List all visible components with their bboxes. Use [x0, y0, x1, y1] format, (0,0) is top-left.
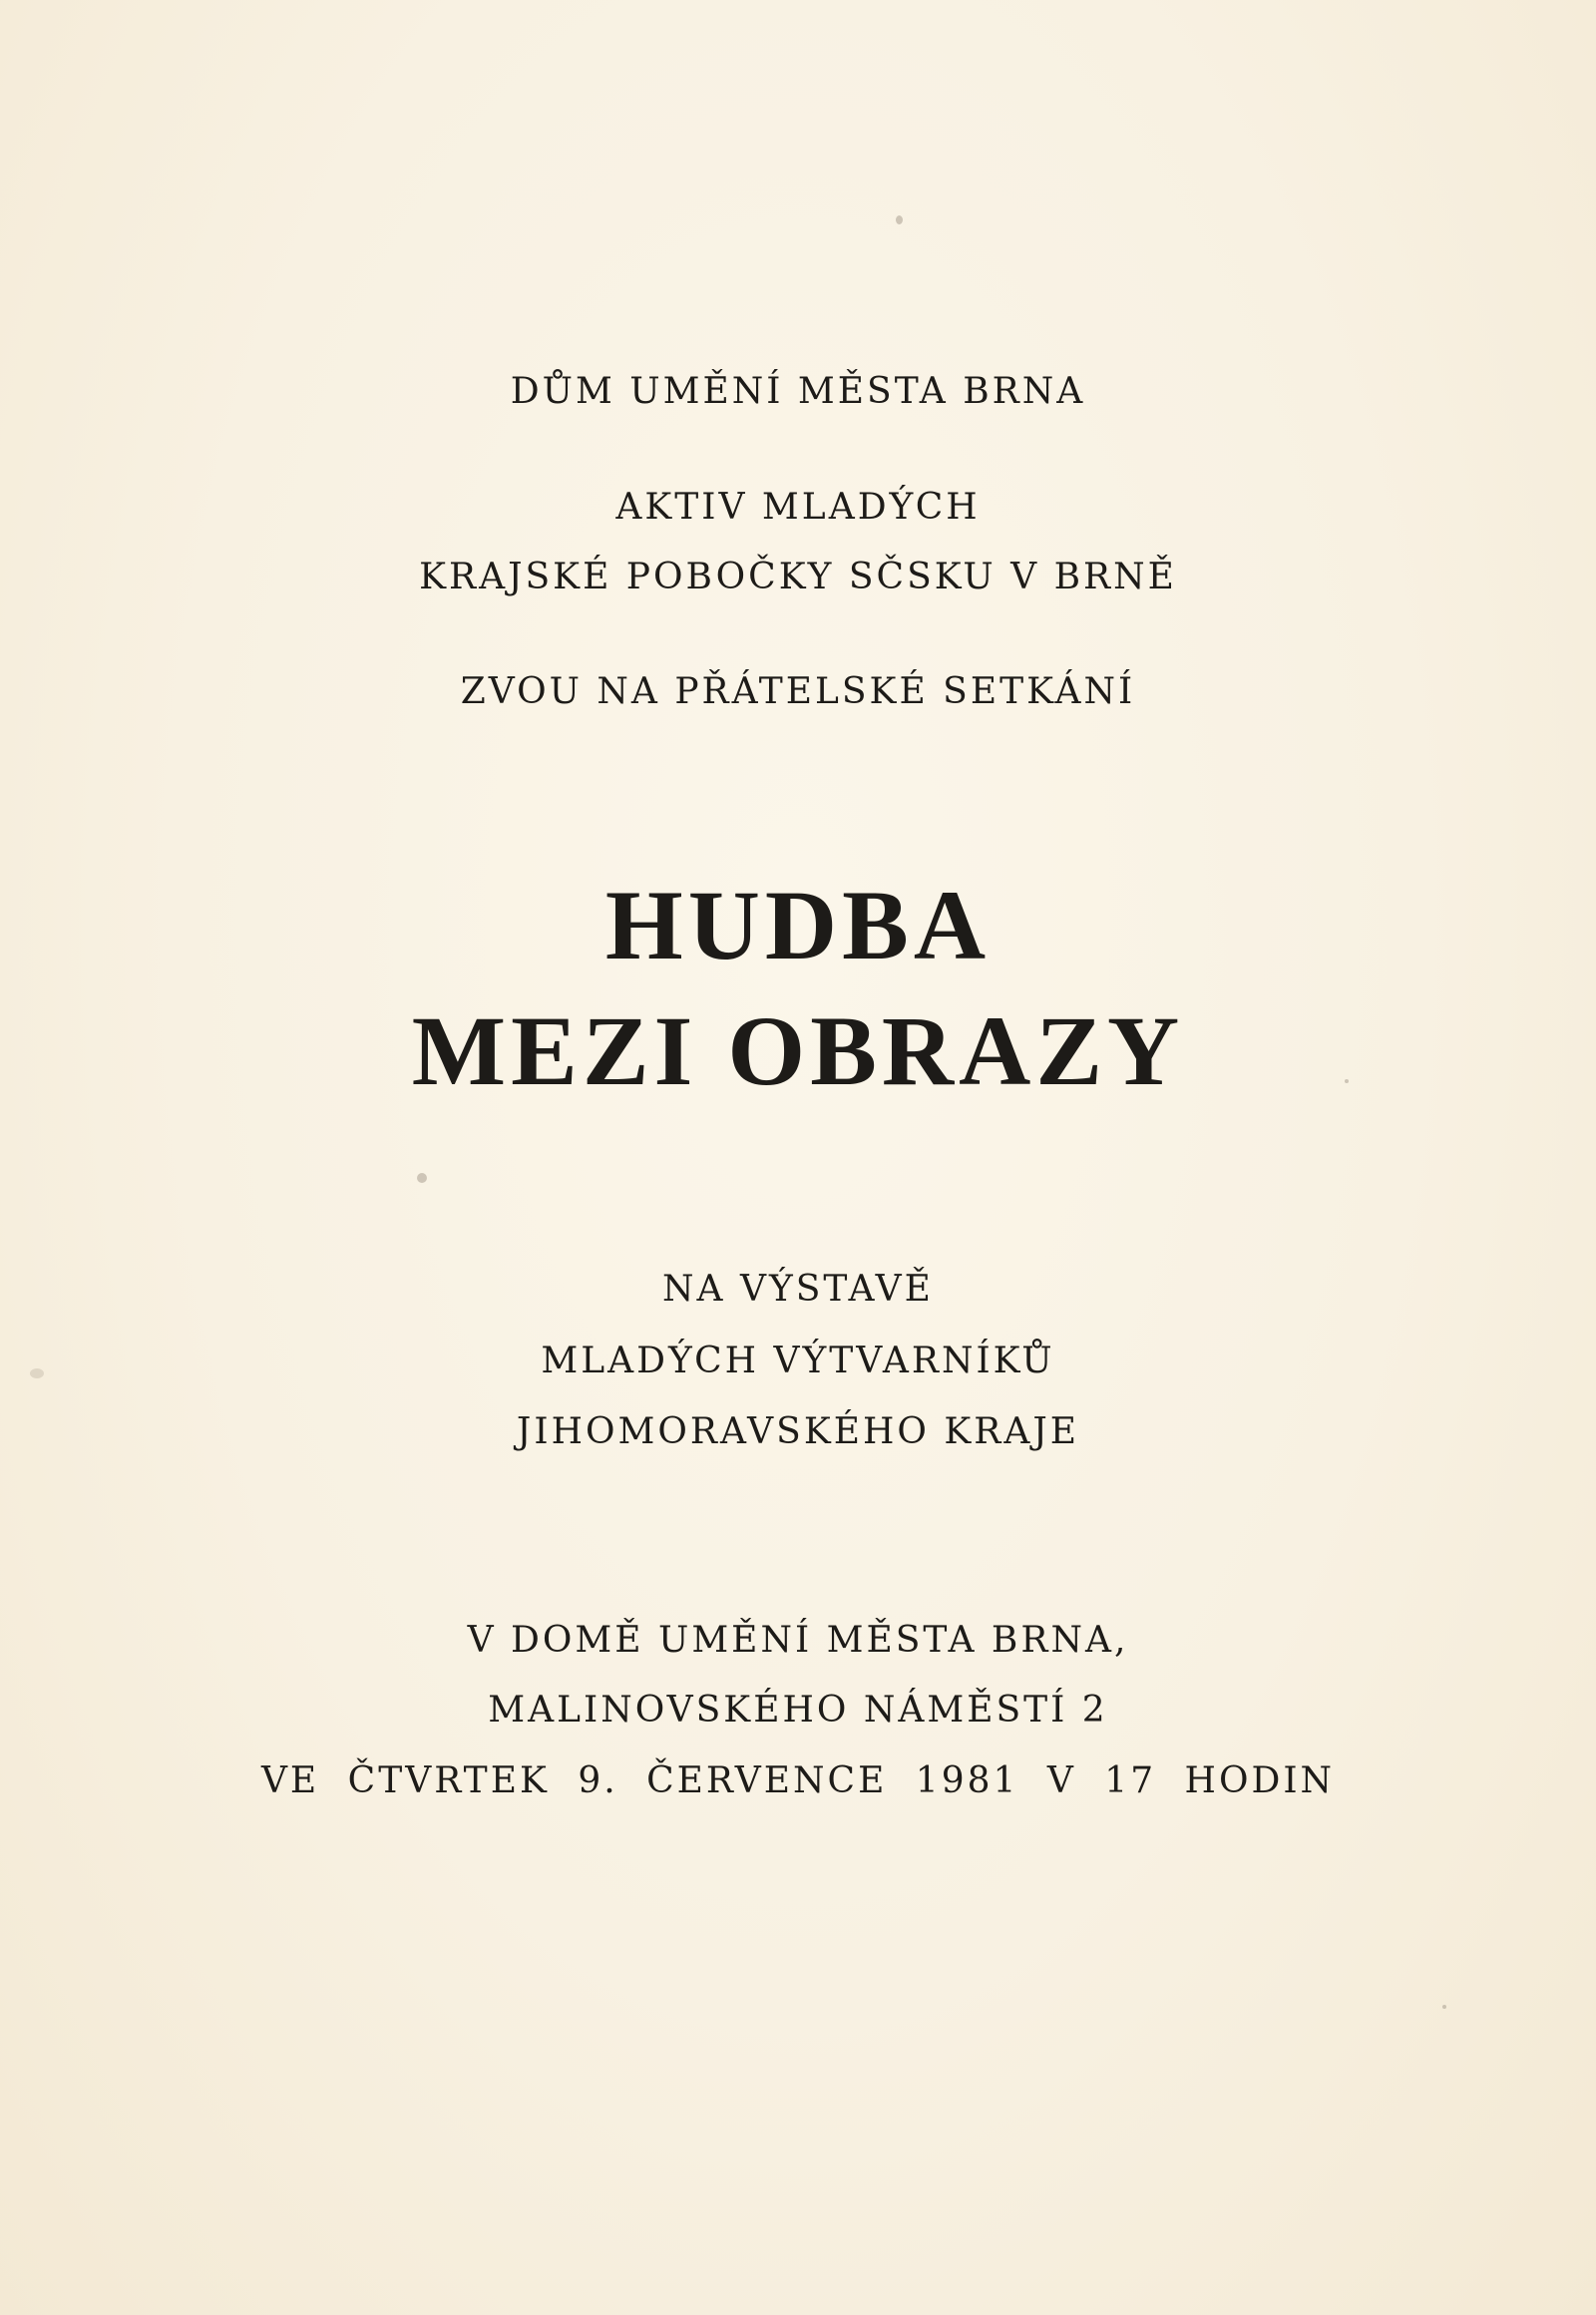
- title-line-1: HUDBA: [604, 870, 992, 980]
- paper-speck: [896, 215, 903, 224]
- exhibition-line-1: NA VÝSTAVĚ: [662, 1269, 934, 1310]
- aktiv-line-1: AKTIV MLADÝCH: [615, 487, 981, 528]
- paper-speck: [1442, 2005, 1446, 2009]
- date-time-line: VE ČTVRTEK 9. ČERVENCE 1981 V 17 HODIN: [260, 1760, 1336, 1801]
- title-line-2: MEZI OBRAZY: [411, 995, 1185, 1106]
- exhibition-line-3: JIHOMORAVSKÉHO KRAJE: [516, 1411, 1080, 1452]
- paper-speck: [30, 1368, 44, 1378]
- paper-speck: [1345, 1079, 1349, 1083]
- venue-line-2: MALINOVSKÉHO NÁMĚSTÍ 2: [488, 1690, 1108, 1731]
- venue-line-1: V DOMĚ UMĚNÍ MĚSTA BRNA,: [467, 1620, 1129, 1661]
- aktiv-line-2: KRAJSKÉ POBOČKY SČSKU V BRNĚ: [419, 557, 1177, 597]
- paper-speck: [417, 1173, 427, 1183]
- organizer-line: DŮM UMĚNÍ MĚSTA BRNA: [510, 371, 1086, 412]
- exhibition-line-2: MLADÝCH VÝTVARNÍKŮ: [541, 1341, 1055, 1381]
- invitation-line: ZVOU NA PŘÁTELSKÉ SETKÁNÍ: [460, 671, 1136, 712]
